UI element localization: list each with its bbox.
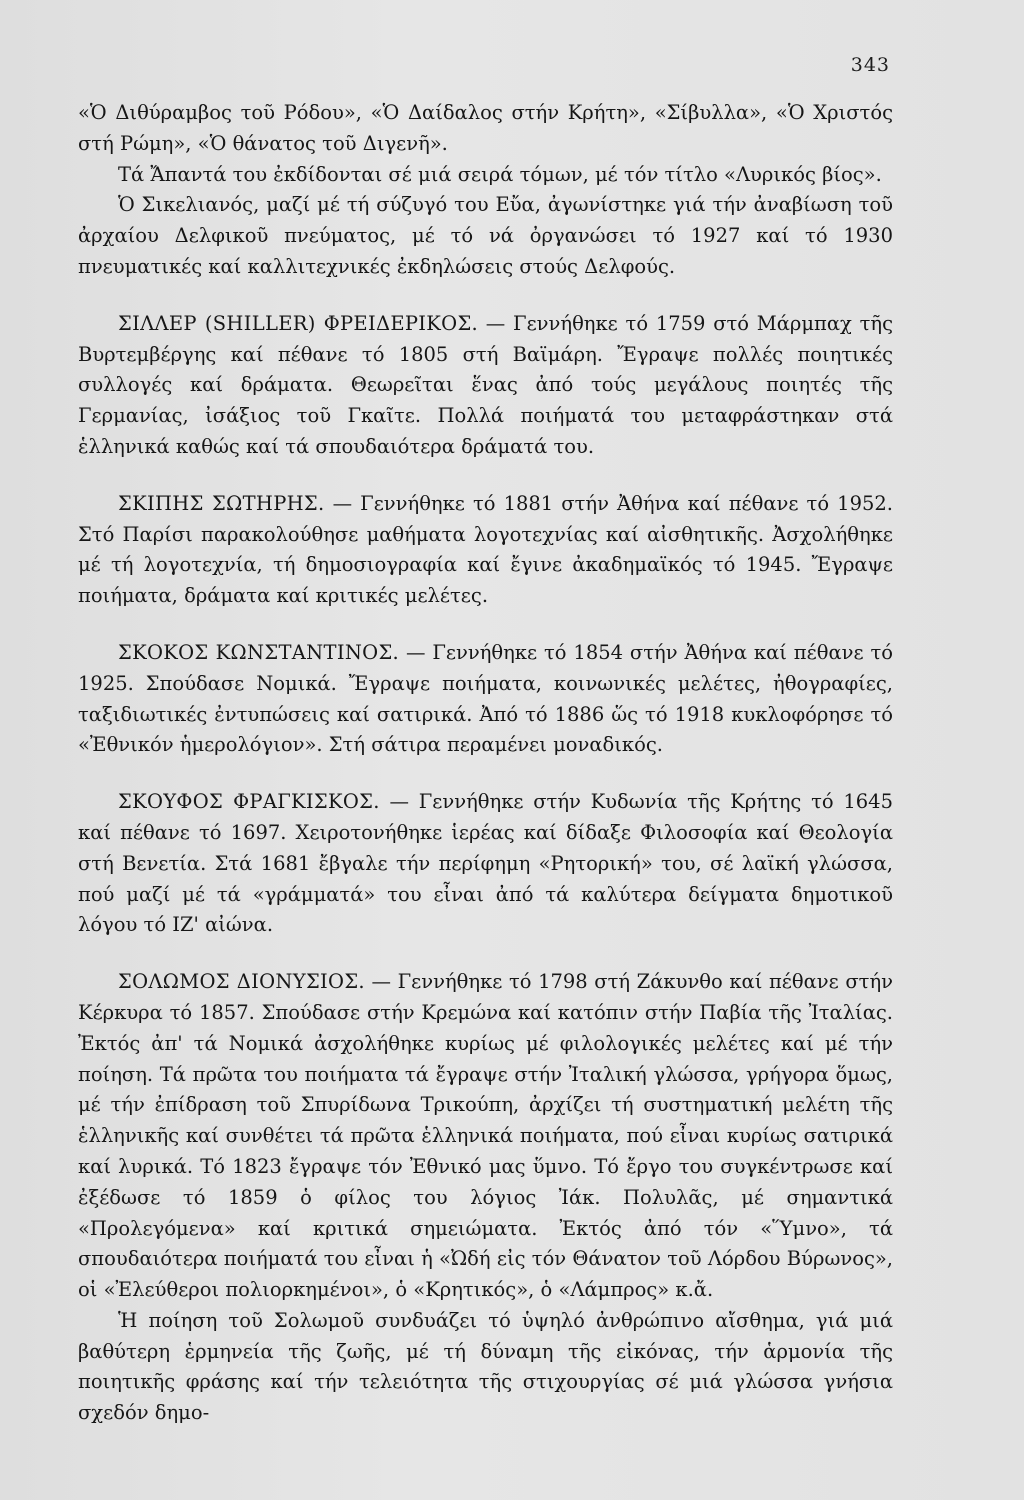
entry-body: — Γεννήθηκε τό 1854 στήν Ἀθήνα καί πέθανε τό 1925. Σπούδασε Νομικά. Ἔγραψε ποιήματα, κοινωνικές μελέτες, ἠθογραφίες, ταξιδιωτικές ἐντυπώσεις καί σατιρικά. Ἀπό τό 1886 ὥς τό 1918 κυκλοφόρησε τό «Ἐθνικόν ἡμερολόγιον». Στή σάτιρα περαμένει μοναδικός. bbox=[78, 640, 893, 757]
entry-body: — Γεννήθηκε στήν Κυδωνία τῆς Κρήτης τό 1645 καί πέθανε τό 1697. Χειροτονήθηκε ἱερέας καί δίδαξε Φιλοσοφία καί Θεολογία στή Βενετία. Στά 1681 ἔβγαλε τήν περίφημη «Ρητορική» του, σέ λαϊκή γλώσσα, πού μαζί μέ τά «γράμματά» του εἶναι ἀπό τά καλύτερα δείγματα δημοτικοῦ λόγου τό ΙΖ' αἰώνα. bbox=[78, 790, 893, 937]
entry-heading: ΣΚΟΥΦΟΣ ΦΡΑΓΚΙΣΚΟΣ. bbox=[118, 790, 380, 814]
entry-skokos bbox=[78, 638, 893, 761]
entry-skoufos bbox=[78, 787, 893, 941]
entry-body: — Γεννήθηκε τό 1759 στό Μάρμπαχ τῆς Βυρτεμβέργης καί πέθανε τό 1805 στή Βαϊμάρη. Ἔγραψε πολλές ποιητικές συλλογές καί δράματα. Θεωρεῖται ἕνας ἀπό τούς μεγάλους ποιητές τῆς Γερμανίας, ἰσάξιος τοῦ Γκαῖτε. Πολλά ποιήματά του μεταφράστηκαν στά ἑλληνικά καθώς καί τά σπουδαιότερα δράματά του. bbox=[78, 311, 893, 458]
entry-heading: ΣΟΛΩΜΟΣ ΔΙΟΝΥΣΙΟΣ. bbox=[118, 970, 365, 994]
intro-works-paragraph: «Ὁ Διθύραμβος τοῦ Ρόδου», «Ὁ Δαίδαλος στήν Κρήτη», «Σίβυλλα», «Ὁ Χριστός στή Ρώμη», «Ὁ θάνατος τοῦ Διγενῆ». bbox=[78, 101, 893, 155]
entry-body: — Γεννήθηκε τό 1881 στήν Ἀθήνα καί πέθανε τό 1952. Στό Παρίσι παρακολούθησε μαθήματα λογοτεχνίας καί αἰσθητικῆς. Ἀσχολήθηκε μέ τή λογοτεχνία, τή δημοσιογραφία καί ἔγινε ἀκαδημαϊκός τό 1945. Ἔγραψε ποιήματα, δράματα καί κριτικές μελέτες. bbox=[78, 491, 893, 608]
entry-body: — Γεννήθηκε τό 1798 στή Ζάκυνθο καί πέθανε στήν Κέρκυρα τό 1857. Σπούδασε στήν Κρεμώνα καί κατόπιν στήν Παβία τῆς Ἰταλίας. Ἐκτός ἀπ' τά Νομικά ἀσχολήθηκε κυρίως μέ φιλολογικές μελέτες καί μέ τήν ποίηση. Τά πρῶτα του ποιήματα τά ἔγραψε στήν Ἰταλική γλώσσα, γρήγορα ὅμως, μέ τήν ἐπίδραση τοῦ Σπυρίδωνα Τρικούπη, ἀρχίζει τή συστηματική μελέτη τῆς ἑλληνικῆς καί συνθέτει τά πρῶτα ἑλληνικά ποιήματα, πού εἶναι κυρίως σατιρικά καί λυρικά. Τό 1823 ἔγραψε τόν Ἐθνικό μας ὕμνο. Τό ἔργο του συγκέντρωσε καί ἐξέδωσε τό 1859 ὁ φίλος του λόγιος Ἰάκ. Πολυλᾶς, μέ σημαντικά «Προλεγόμενα» καί κριτικά σημειώματα. Ἐκτός ἀπό τόν «Ὕμνο», τά σπουδαιότερα ποιήματά του εἶναι ἡ «Ὠδή εἰς τόν Θάνατον τοῦ Λόρδου Βύρωνος», οἱ «Ἐλεύθεροι πολιορκημένοι», ὁ «Κρητικός», ὁ «Λάμπρος» κ.ἄ. bbox=[78, 970, 893, 1302]
page-text bbox=[78, 98, 893, 1429]
entry-continuation: Ἡ ποίηση τοῦ Σολωμοῦ συνδυάζει τό ὑψηλό ἀνθρώπινο αἴσθημα, γιά μιά βαθύτερη ἑρμηνεία τῆς ζωῆς, μέ τή δύναμη τῆς εἰκόνας, τήν ἁρμονία τῆς ποιητικῆς φράσης καί τήν τελειότητα τῆς στιχουργίας σέ μιά γλώσσα γνήσια σχεδόν δημο- bbox=[78, 1308, 893, 1425]
entry-heading: ΣΙΛΛΕΡ (SHILLER) ΦΡΕΙΔΕΡΙΚΟΣ. bbox=[118, 311, 479, 335]
intro-collected-works-paragraph: Τά Ἄπαντά του ἐκδίδονται σέ μιά σειρά τόμων, μέ τόν τίτλο «Λυρικός βίος». bbox=[118, 162, 882, 186]
entry-solomos bbox=[78, 967, 893, 1429]
page-number: 343 bbox=[850, 54, 890, 76]
entry-skipis bbox=[78, 489, 893, 612]
entry-heading: ΣΚΟΚΟΣ ΚΩΝΣΤΑΝΤΙΝΟΣ. bbox=[118, 640, 400, 664]
entry-schiller bbox=[78, 309, 893, 463]
intro-delphic-paragraph: Ὁ Σικελιανός, μαζί μέ τή σύζυγό του Εὔα, ἀγωνίστηκε γιά τήν ἀναβίωση τοῦ ἀρχαίου Δελφικοῦ πνεύματος, μέ τό νά ὀργανώσει τό 1927 καί τό 1930 πνευματικές καί καλλιτεχνικές ἐκδηλώσεις στούς Δελφούς. bbox=[78, 193, 893, 278]
entry-heading: ΣΚΙΠΗΣ ΣΩΤΗΡΗΣ. bbox=[118, 491, 325, 515]
